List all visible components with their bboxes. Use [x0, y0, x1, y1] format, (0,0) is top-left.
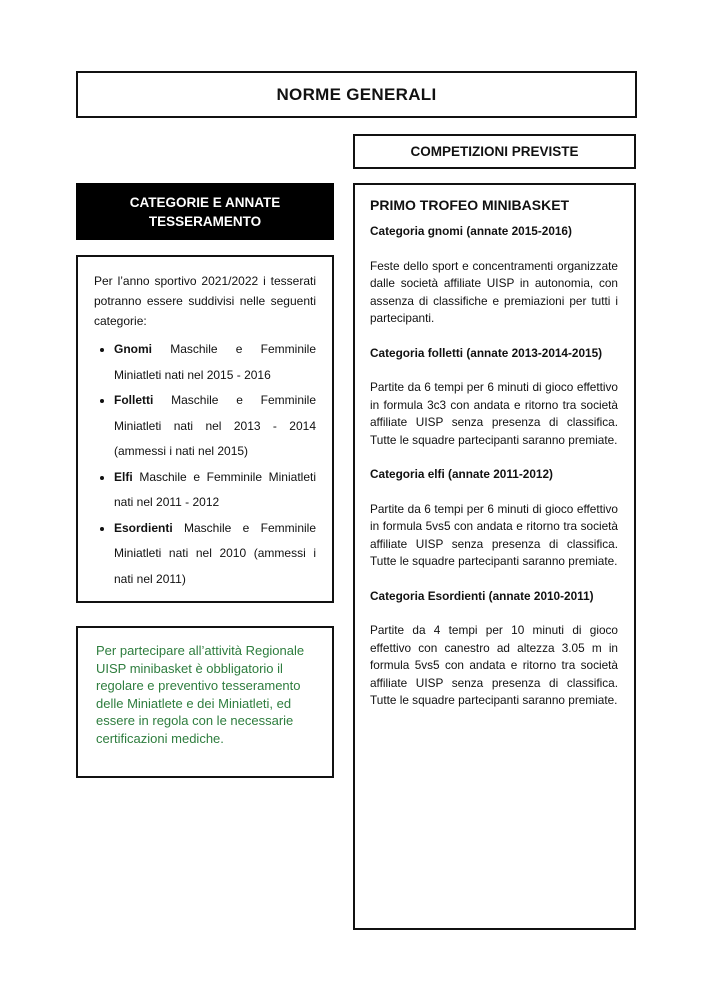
registration-note — [76, 626, 334, 778]
competitions-header-text: COMPETIZIONI PREVISTE — [410, 144, 579, 159]
spacer — [370, 328, 618, 345]
category-item-gnomi — [114, 337, 316, 388]
page-title — [76, 71, 637, 118]
category-name: Elfi — [114, 469, 133, 484]
category-desc: Maschile e Femminile Miniatleti nati nel 2011 - 2012 — [114, 469, 316, 509]
categories-header — [76, 183, 334, 240]
section-heading-elfi: Categoria elfi (annate 2011-2012) — [370, 467, 553, 481]
spacer — [370, 571, 618, 588]
category-item-folletti — [114, 388, 316, 465]
spacer — [370, 449, 618, 466]
spacer — [370, 241, 618, 258]
page-title-text: NORME GENERALI — [276, 84, 437, 104]
category-name: Gnomi — [114, 342, 152, 356]
category-desc: Maschile e Femminile Miniatleti nati nel 2010 (ammessi i nati nel 2011) — [114, 520, 316, 586]
trofeo-title: PRIMO TROFEO MINIBASKET — [370, 197, 570, 213]
section-text-esordienti: Partite da 4 tempi per 10 minuti di gioco effettivo con canestro ad altezza 3.05 m in formula 5vs5 con andata e ritorno tra società affiliate UISP senza presenza di classifica. Tutte le squadre partecipanti saranno premiate. — [370, 623, 618, 707]
categories-header-text: CATEGORIE E ANNATE TESSERAMENTO — [129, 194, 281, 229]
competitions-header — [353, 134, 636, 169]
section-text-folletti: Partite da 6 tempi per 6 minuti di gioco effettivo in formula 3c3 con andata e ritorno tra società affiliate UISP senza presenza di classifica. Tutte le squadre partecipanti saranno premiate. — [370, 380, 618, 447]
categories-box — [76, 255, 334, 603]
category-name: Folletti — [114, 393, 154, 407]
category-item-esordienti — [114, 516, 316, 593]
category-name: Esordienti — [114, 520, 173, 535]
categories-list — [94, 337, 316, 592]
category-item-elfi — [114, 465, 316, 516]
category-desc: Maschile e Femminile Miniatleti nati nel 2013 - 2014 (ammessi i nati nel 2015) — [114, 393, 316, 458]
section-heading-folletti: Categoria folletti (annate 2013-2014-2015) — [370, 345, 603, 360]
section-text-elfi: Partite da 6 tempi per 6 minuti di gioco effettivo in formula 5vs5 con andata e ritorno tra società affiliate UISP senza presenza di classifica. Tutte le squadre partecipanti saranno premiate. — [370, 501, 618, 568]
section-heading-gnomi: Categoria gnomi (annate 2015-2016) — [370, 224, 572, 238]
spacer — [370, 605, 618, 622]
section-heading-esordienti: Categoria Esordienti (annate 2010-2011) — [370, 588, 594, 603]
category-desc: Maschile e Femminile Miniatleti nati nel 2015 - 2016 — [114, 342, 316, 382]
spacer — [370, 362, 618, 379]
trofeo-box — [353, 183, 636, 930]
categories-intro: Per l’anno sportivo 2021/2022 i tesserati potranno essere suddivisi nelle seguenti categorie: — [94, 274, 316, 328]
registration-note-text: Per partecipare all’attività Regionale UISP minibasket è obbligatorio il regolare e preventivo tesseramento delle Miniatlete e dei Miniatleti, ed essere in regola con le necessarie certificazioni mediche. — [96, 643, 305, 746]
section-text-gnomi: Feste dello sport e concentramenti organizzate dalle società affiliate UISP in autonomia, con assenza di classifiche e premiazioni per tutti i partecipanti. — [370, 258, 618, 325]
spacer — [370, 484, 618, 501]
